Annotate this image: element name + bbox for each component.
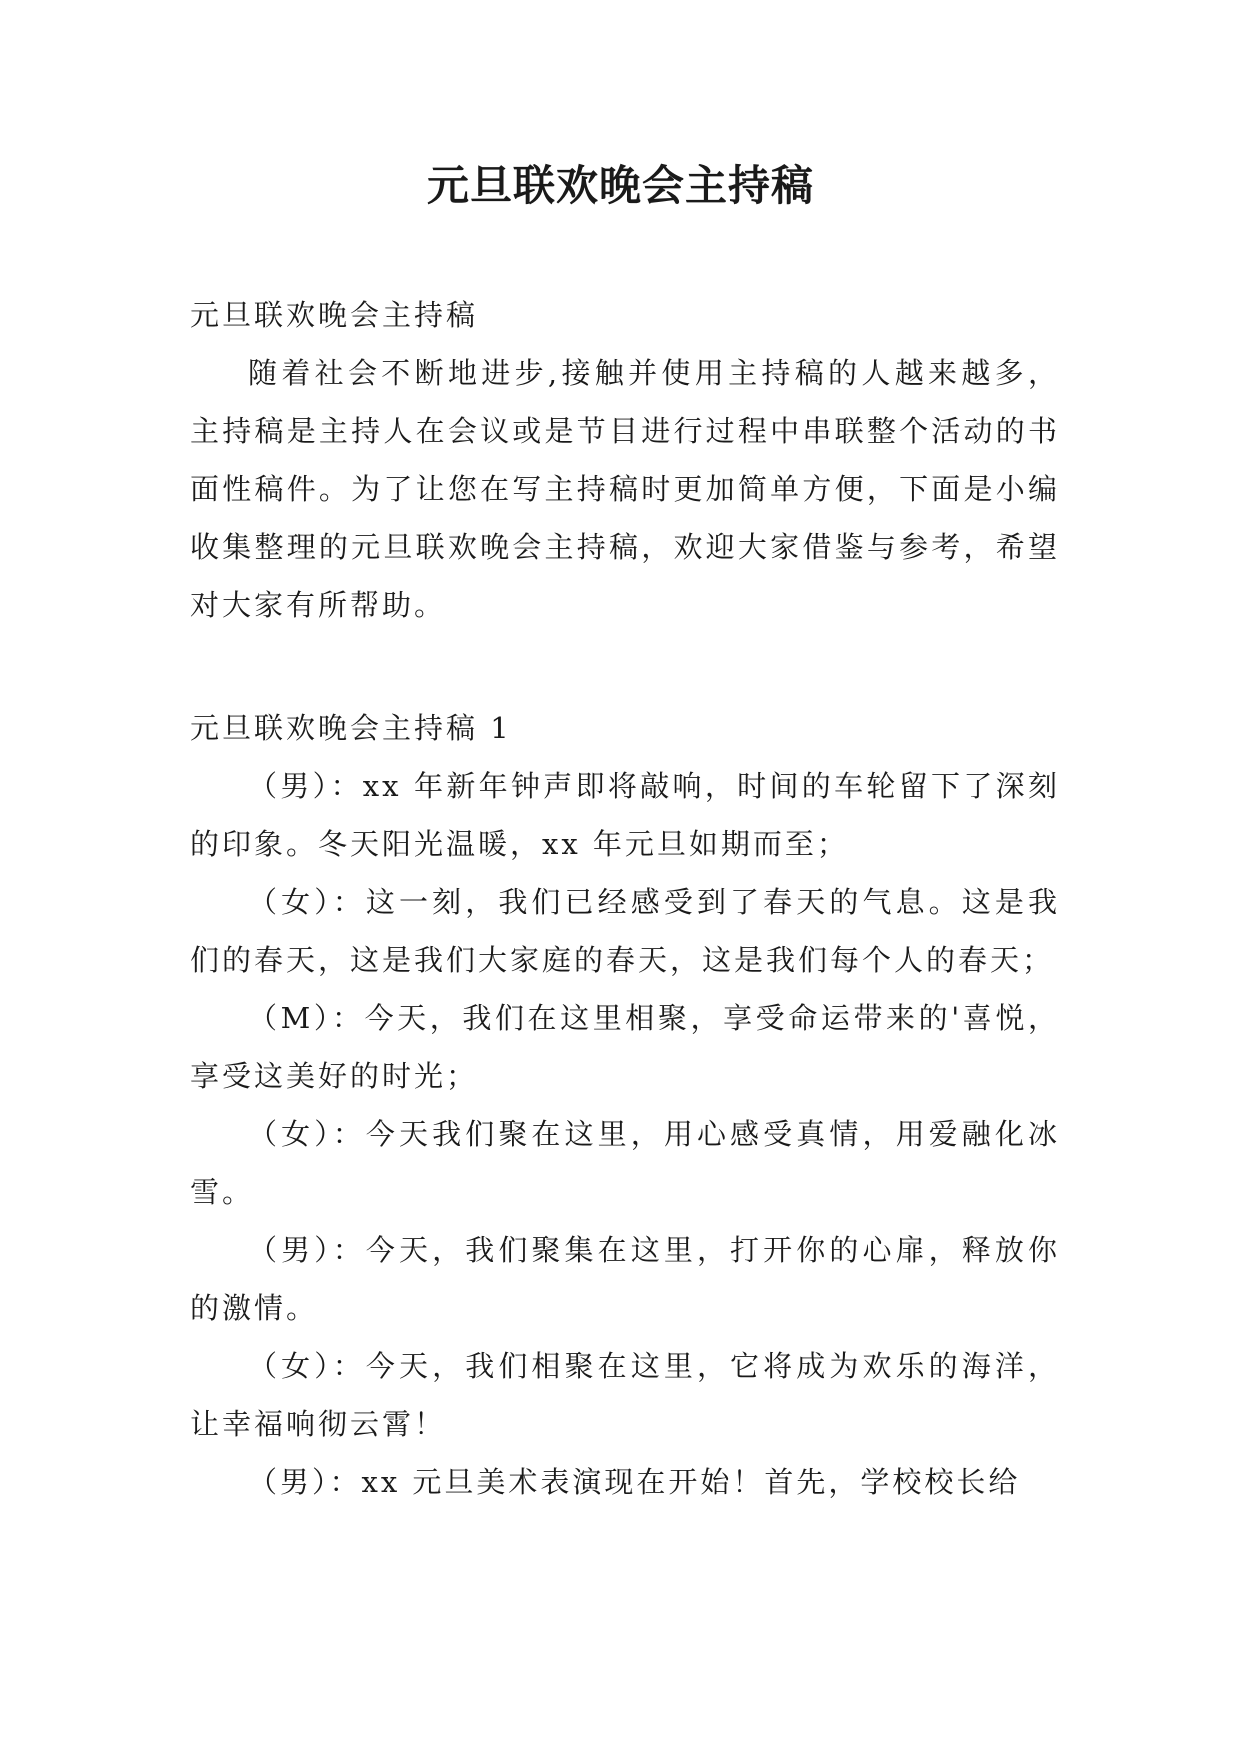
dialogue-paragraph: （男）：今天，我们聚集在这里，打开你的心扉，释放你的激情。 <box>190 1233 1060 1325</box>
section-1-heading: 元旦联欢晚会主持稿 1 <box>190 711 512 745</box>
dialogue-paragraph: （男）：xx 年新年钟声即将敲响，时间的车轮留下了深刻的印象。冬天阳光温暖，xx 年元旦如期而至； <box>190 769 1060 861</box>
dialogue-paragraph: （男）：xx 元旦美术表演现在开始！首先，学校校长给 <box>248 1465 1021 1499</box>
intro-heading: 元旦联欢晚会主持稿 <box>190 298 479 332</box>
intro-paragraph: 随着社会不断地进步,接触并使用主持稿的人越来越多，主持稿是主持人在会议或是节目进行过程中串联整个活动的书面性稿件。为了让您在写主持稿时更加简单方便，下面是小编收集整理的元旦联欢晚会主持稿，欢迎大家借鉴与参考，希望对大家有所帮助。 <box>190 356 1060 622</box>
intro-section <box>190 286 1060 634</box>
dialogue-paragraph: （M）：今天，我们在这里相聚，享受命运带来的'喜悦，享受这美好的时光； <box>190 1001 1060 1093</box>
dialogue-paragraph: （女）：今天我们聚在这里，用心感受真情，用爱融化冰雪。 <box>190 1117 1060 1209</box>
section-1 <box>190 699 1060 1511</box>
document-title: 元旦联欢晚会主持稿 <box>426 161 814 210</box>
dialogue-paragraph: （女）：今天，我们相聚在这里，它将成为欢乐的海洋，让幸福响彻云霄！ <box>190 1349 1060 1441</box>
dialogue-paragraph: （女）：这一刻，我们已经感受到了春天的气息。这是我们的春天，这是我们大家庭的春天，这是我们每个人的春天； <box>190 885 1060 977</box>
